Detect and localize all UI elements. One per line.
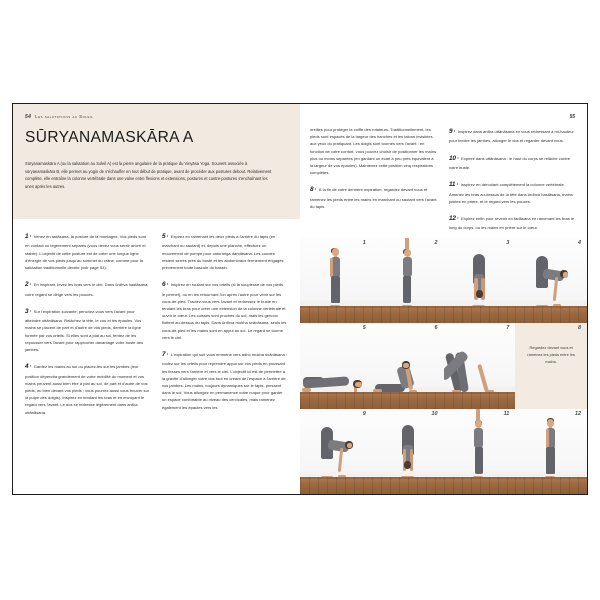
pose-cell	[515, 409, 587, 494]
step-text: Inspirez en roulant sur vos orteils (si la souplesse de vos pieds le permet), ou en les retournant l'un après l'autre pour venir sur les cous-de-pied. Tractez-vous vers l'avant et redressez le buste en tendant les bras pour créer une extension de la colonne vertébrale et ouvrir le cœur. Les cuisses sont proches du sol, mais les genoux flottent au-dessus du tapis. Dans ūrdhva mukha śvānāsana, seuls les cous-de-pied et les mains sont en appui au sol. Le regard se tourne vers le ciel.	[162, 282, 287, 340]
step-number: 1 ·	[25, 233, 31, 240]
pose-photo-ardha-uttanasana	[300, 409, 372, 494]
pose-photo-tadasana	[515, 409, 587, 494]
pose-index: 9	[362, 410, 366, 417]
pose-photo-uttanasana	[372, 409, 444, 494]
pose-cell	[300, 238, 372, 323]
right-text-columns	[310, 126, 576, 230]
pose-photo-chaturanga	[300, 323, 372, 408]
step-item	[162, 231, 287, 271]
left-text-columns	[25, 231, 287, 481]
step-text: Sur l'expiration suivante, penchez-vous vers l'avant pour atteindre uttānāsana. Relâchez la tête, le cou et les épaules. Vos mains se placent de part et d'autre de vos pieds, derrière la ligne formée par vos orteils. Si elles sont à plat au sol, tentez de les repousser vers l'avant pour rapprocher davantage votre buste des jambes.	[25, 308, 144, 352]
pose-photo-tadasana	[300, 238, 372, 323]
step-text: Expirez enfin pour revenir en tadāsana en ramenant les bras le long du corps, ou les mains en prière sur le cœur.	[449, 215, 575, 231]
step-number: 6 ·	[162, 281, 168, 288]
step-text: Venez en tadāsana, la posture de la montagne. Vos pieds sont en contact ou légèrement séparés (vous devez vous sentir ancré et stable). L'objectif de cette posture est de créer une longue ligne d'énergie de vos pieds jusqu'au sommet du crâne, comme pour la salutation traditionnelle décrite (voir page 53).	[25, 234, 147, 270]
folio-number-right: 55	[569, 114, 575, 120]
step-number: 3 ·	[25, 308, 31, 315]
pose-photo-adho-mukha-svanasana	[444, 323, 516, 408]
step-text: Inspirez dans ardha uttānāsana en vous redressant à mi-hauteur pour tendre les jambes, allonger le dos et regarder devant vous.	[449, 129, 574, 144]
pose-cell	[444, 323, 516, 408]
step-number: 10 ·	[449, 155, 459, 162]
pose-photo-grid	[300, 238, 587, 494]
pose-index: 11	[503, 410, 510, 417]
book-spread	[12, 103, 588, 495]
step-item	[25, 279, 150, 298]
step-number: 9 ·	[449, 128, 455, 135]
pose-cell	[372, 409, 444, 494]
step-text: Inspirez en déroulant complètement la colonne vertébrale. Amenez les bras au-dessus de la tête dans ūrdhva hastāsana, mains jointes en prière, et le regard vers les pouces.	[449, 182, 573, 204]
step-text: Gardez les mains au sol ou placez-les sur les jambes (leur position dépendra grandement de votre mobilité du moment et vos mains peuvent aussi bien être à plat au sol, de part et d'autre de vos pieds, ou bien devant vos pieds ; vous pourrez aussi vous trouver sur la pulpe des doigts). Inspirez en tendant les bras et en envoyant le regard vers l'avant. Le dos se redresse légèrement dans ardha uttānāsana.	[25, 364, 150, 415]
running-head-left	[25, 114, 93, 120]
column-4	[449, 126, 576, 230]
step-text: oreilles pour protéger la coiffe des rotateurs. Traditionnellement, les pieds sont espacés de la largeur des hanches et les talons invisibles aux yeux du pratiquant. Les doigts sont tournés vers l'avant : en fonction de votre confort, vous pouvez choisir de positionner les mains plus ou moins séparées (en gardant un écart à peu près équivalent à la largeur de vos épaules). Maintenez cette position cinq respirations complètes.	[310, 127, 436, 176]
left-page	[13, 104, 300, 494]
intro-paragraph: Sūryanamaskāra A (ou la salutation au Soleil A) est la pierre angulaire de la pratique du Vinyāsa Yoga. Souvent associée à sūryanamaskāra B, elle permet au yogin de s'échauffer en tout début de pratique, avant de procéder aux postures debout. Relativement complète, elle entraîne la colonne vertébrale dans une valse entre flexions et extensions, postures et contre-postures s'enchaînant les unes après les autres.	[25, 161, 272, 189]
folio-number-left: 54	[25, 114, 32, 120]
step-number: 4 ·	[25, 363, 31, 370]
pose-photo-ardha-uttanasana	[515, 238, 587, 323]
pose-index: 12	[575, 410, 581, 417]
pose-index: 6	[434, 325, 438, 332]
step-number: 11 ·	[449, 181, 458, 188]
pose-index: 3	[506, 240, 510, 246]
step-item	[25, 231, 150, 271]
step-number: 12 ·	[449, 215, 459, 222]
pose-note-text: Regardez devant vous et ramenez les pieds entre les mains.	[527, 345, 575, 364]
step-item	[25, 306, 150, 353]
step-item	[310, 126, 437, 176]
pose-index: 10	[431, 410, 438, 417]
pose-index: 7	[506, 325, 510, 332]
step-text: Expirez en ramenant les deux pieds à l'arrière du tapis (en marchant ou sautant) et, depuis une planche, effectuez un mouvement de pompe pour caturaṅga daṇḍāsana. Les coudes restent serrés près du buste et les abdominaux fermement engagés préviennent toute bascule du bassin.	[162, 234, 284, 270]
pose-index: 8	[578, 325, 581, 332]
step-number: 7 ·	[162, 351, 168, 358]
column-2	[162, 231, 287, 481]
pose-cell	[515, 238, 587, 323]
pose-index: 1	[362, 240, 366, 246]
pose-cell	[444, 409, 516, 494]
running-head-text: Les salutations au Soleil	[35, 114, 94, 119]
pose-note-cell	[515, 323, 587, 408]
pose-cell	[444, 238, 516, 323]
pose-photo-urdhva-mukha-svanasana	[372, 323, 444, 408]
step-item	[162, 279, 287, 341]
pose-photo-uttanasana	[444, 238, 516, 323]
step-number: 8 ·	[310, 186, 316, 193]
step-item	[449, 126, 576, 145]
step-text: L'expiration qui suit vous emmène vers adho mukha śvānāsana : roulez sur les orteils pour reprendre appui sur vos pieds en poussant les fesses vers l'arrière et vers le ciel. L'objectif ici est de permettre à la gravité d'allonger votre dos tout en créant de l'espace à l'arrière de vos jambes. Les mains, toujours dynamiques sur le tapis, pressent dans le sol. Vous allongez en permanence votre nuque pour garder un espace confortable au niveau des cervicales, mais ramenez également les épaules vers les	[162, 352, 287, 410]
step-text: En inspirant, levez les bras vers le ciel. Dans ūrdhva hastāsana, votre regard se dirige vers les pouces.	[25, 282, 149, 297]
column-3	[310, 126, 437, 230]
step-item	[162, 349, 287, 411]
pose-cell	[300, 323, 372, 408]
pose-photo-urdhva-hastasana	[372, 238, 444, 323]
step-item	[310, 184, 437, 210]
page-title: SŪRYANAMASKĀRA A	[25, 129, 194, 146]
pose-cell	[372, 238, 444, 323]
pose-photo-urdhva-hastasana	[444, 409, 516, 494]
pose-index: 5	[362, 325, 366, 332]
column-1	[25, 231, 150, 481]
pose-cell	[372, 323, 444, 408]
pose-cell	[300, 409, 372, 494]
step-text: Expirez dans uttānāsana : le haut du corps se relâche contre votre buste.	[449, 155, 571, 170]
right-page	[300, 104, 587, 494]
step-text: À la fin de votre dernière expiration, regardez devant vous et ramenez les pieds entre les mains en marchant ou sautant vers l'avant du tapis.	[310, 187, 437, 210]
step-item	[449, 153, 576, 172]
step-number: 5 ·	[162, 233, 168, 240]
pose-index: 2	[434, 240, 438, 246]
step-item	[449, 179, 576, 205]
pose-index: 4	[578, 240, 581, 246]
step-item	[25, 361, 150, 416]
step-item	[449, 213, 576, 232]
step-number: 2 ·	[25, 281, 31, 288]
